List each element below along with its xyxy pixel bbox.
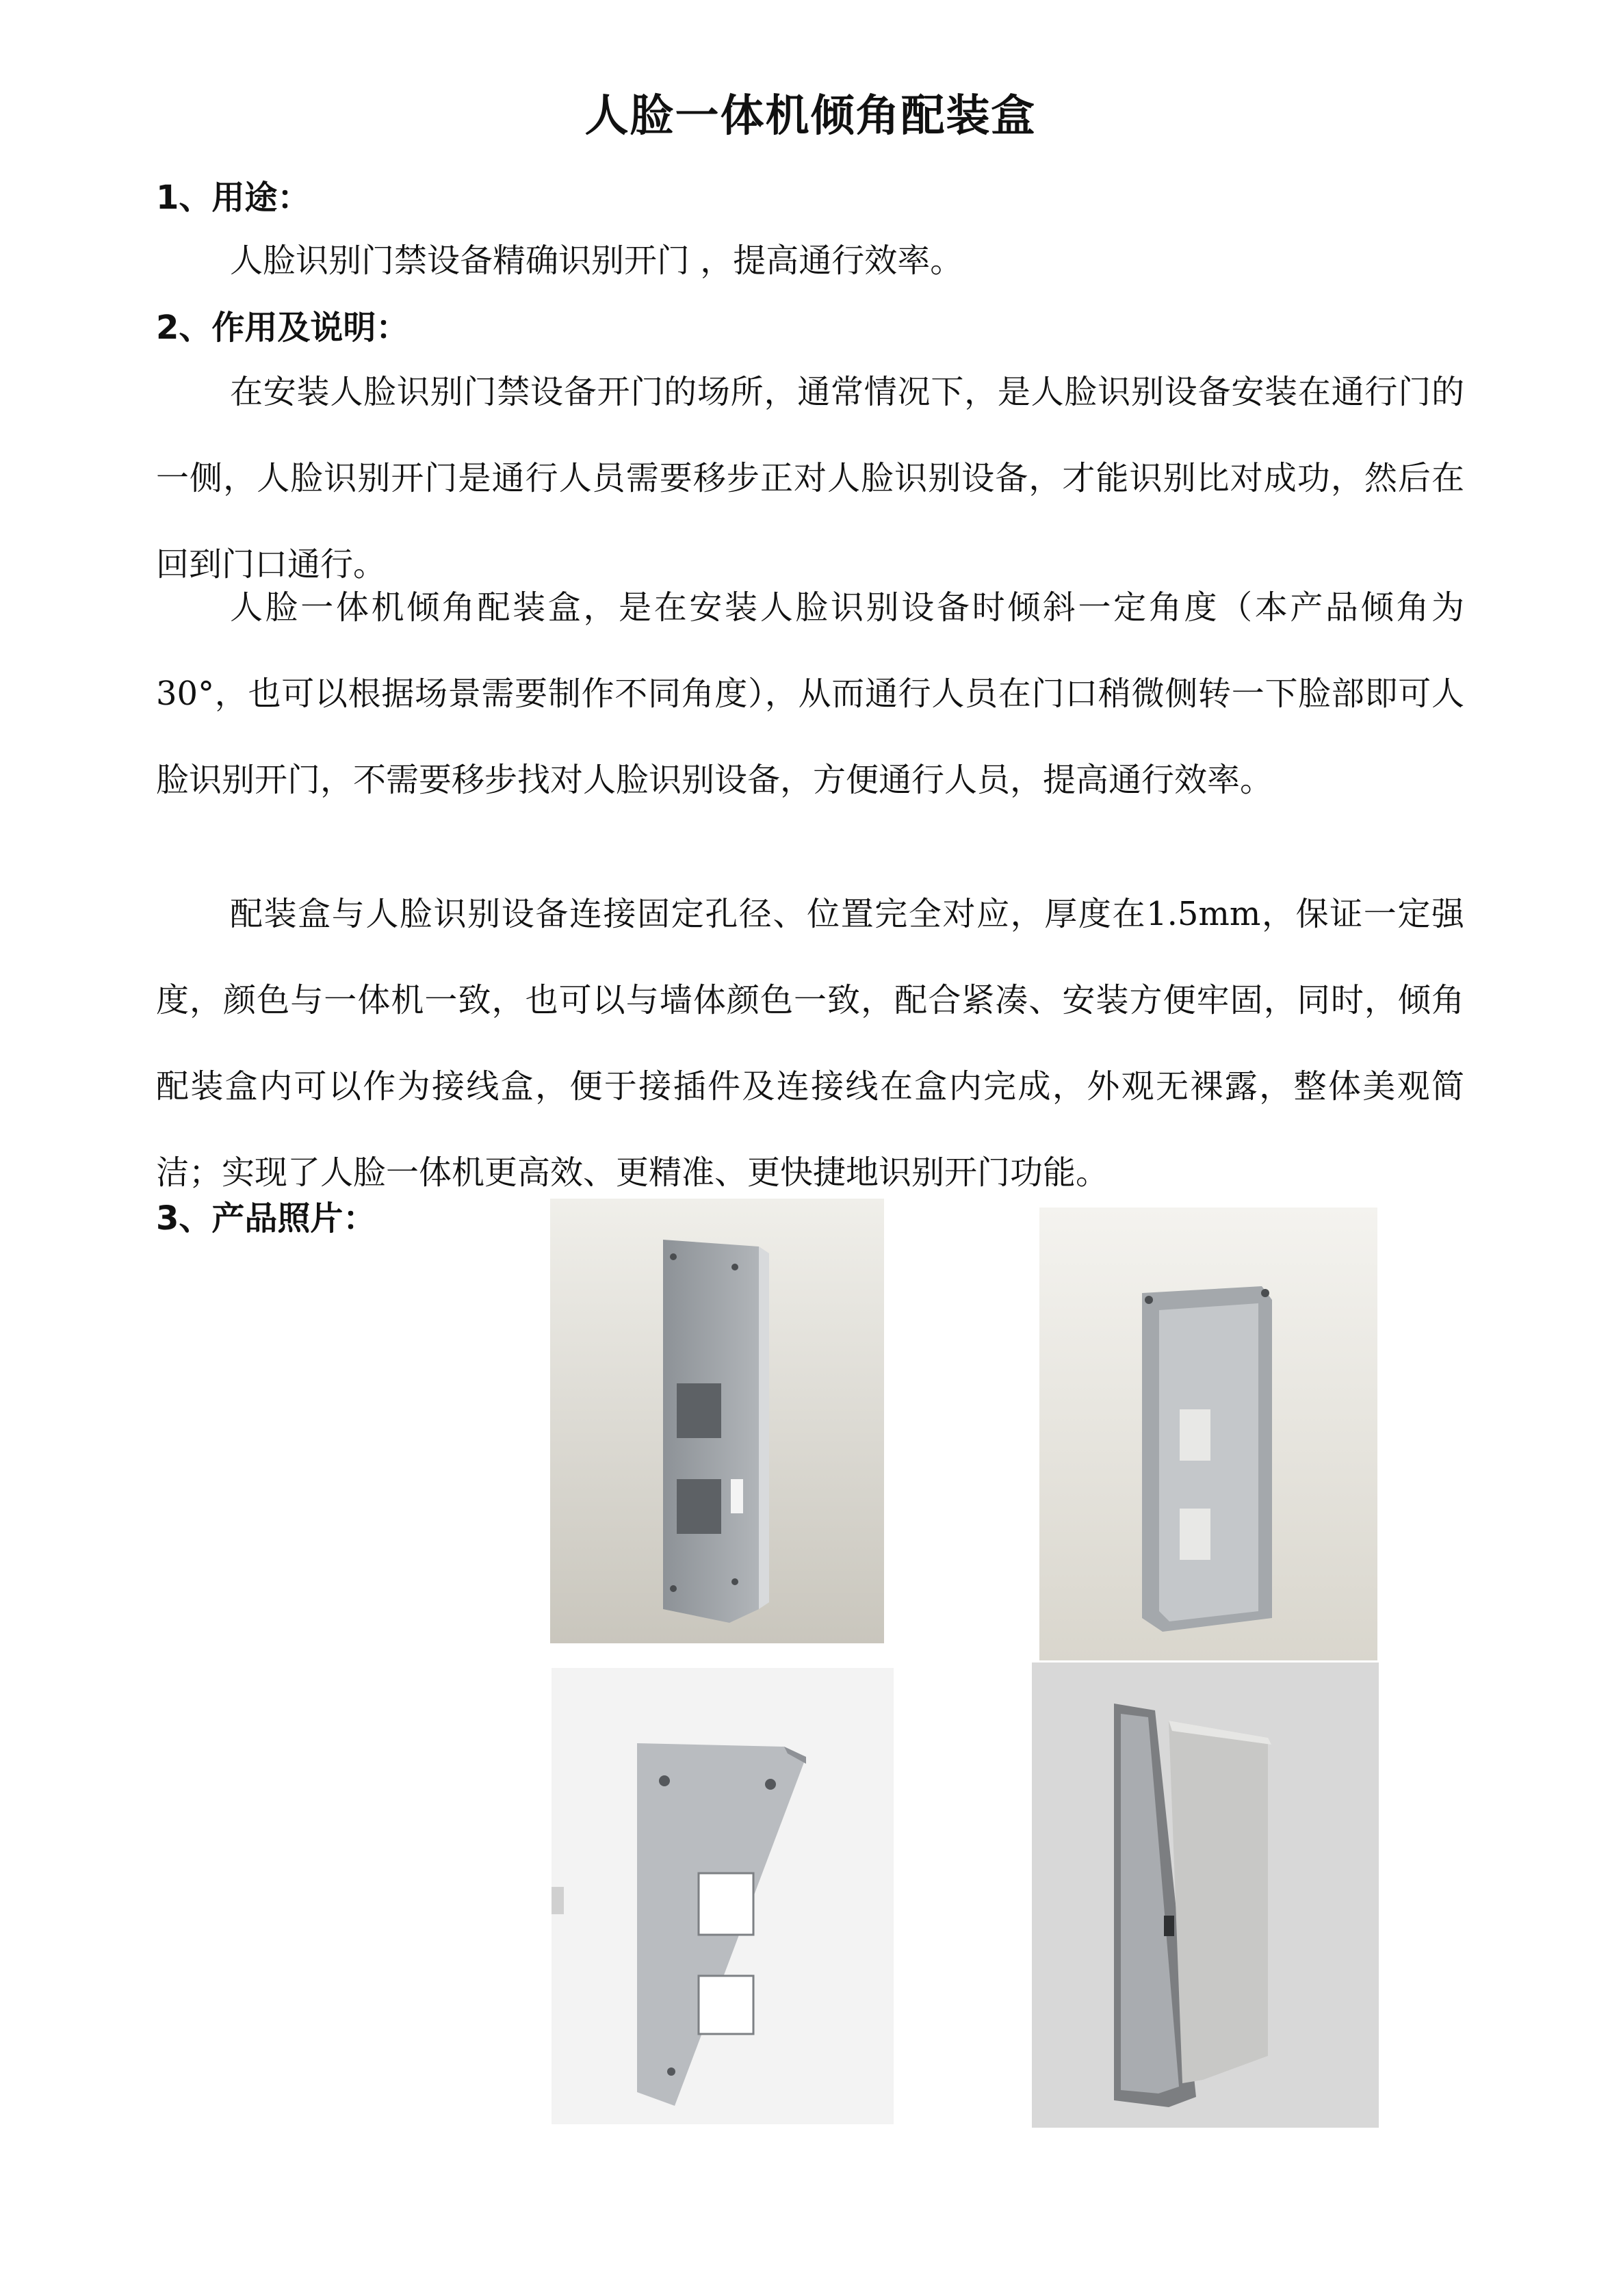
usage-paragraph: 人脸识别门禁设备精确识别开门 ，提高通行效率。 bbox=[230, 242, 963, 280]
function-paragraph-3: 配装盒与人脸识别设备连接固定孔径、位置完全对应，厚度在1.5mm，保证一定强度，颜色与一体机一致，也可以与墙体颜色一致，配合紧凑、安装方便牢固，同时，倾角配装盒内可以作为接线盒，便于接插件及连接线在盒内完成，外观无裸露，整体美观简洁；实现了人脸一体机更高效、更精准、更快捷地识别开门功能。 bbox=[156, 895, 1464, 1192]
section-heading-function: 2、作用及说明： bbox=[156, 309, 409, 347]
photo-back-plate-white bbox=[552, 1668, 894, 2124]
section-heading-photos: 3、产品照片： bbox=[156, 1199, 376, 1238]
function-paragraph-1: 在安装人脸识别门禁设备开门的场所，通常情况下，是人脸识别设备安装在通行门的一侧，人脸识别开门是通行人员需要移步正对人脸识别设备，才能识别比对成功，然后在回到门口通行。 bbox=[156, 373, 1464, 584]
section-heading-usage: 1、用途： bbox=[156, 179, 311, 217]
function-paragraph-2: 人脸一体机倾角配装盒，是在安装人脸识别设备时倾斜一定角度（本产品倾角为30°，也可以根据场景需要制作不同角度），从而通行人员在门口稍微侧转一下脸部即可人脸识别开门，不需要移步找对人脸识别设备，方便通行人员，提高通行效率。 bbox=[156, 588, 1464, 799]
photo-back-plate-angled bbox=[550, 1199, 884, 1643]
photo-mounted-device bbox=[1032, 1662, 1379, 2128]
photo-open-box-front bbox=[1039, 1208, 1377, 1660]
document-title: 人脸一体机倾角配装盒 bbox=[584, 91, 1037, 142]
